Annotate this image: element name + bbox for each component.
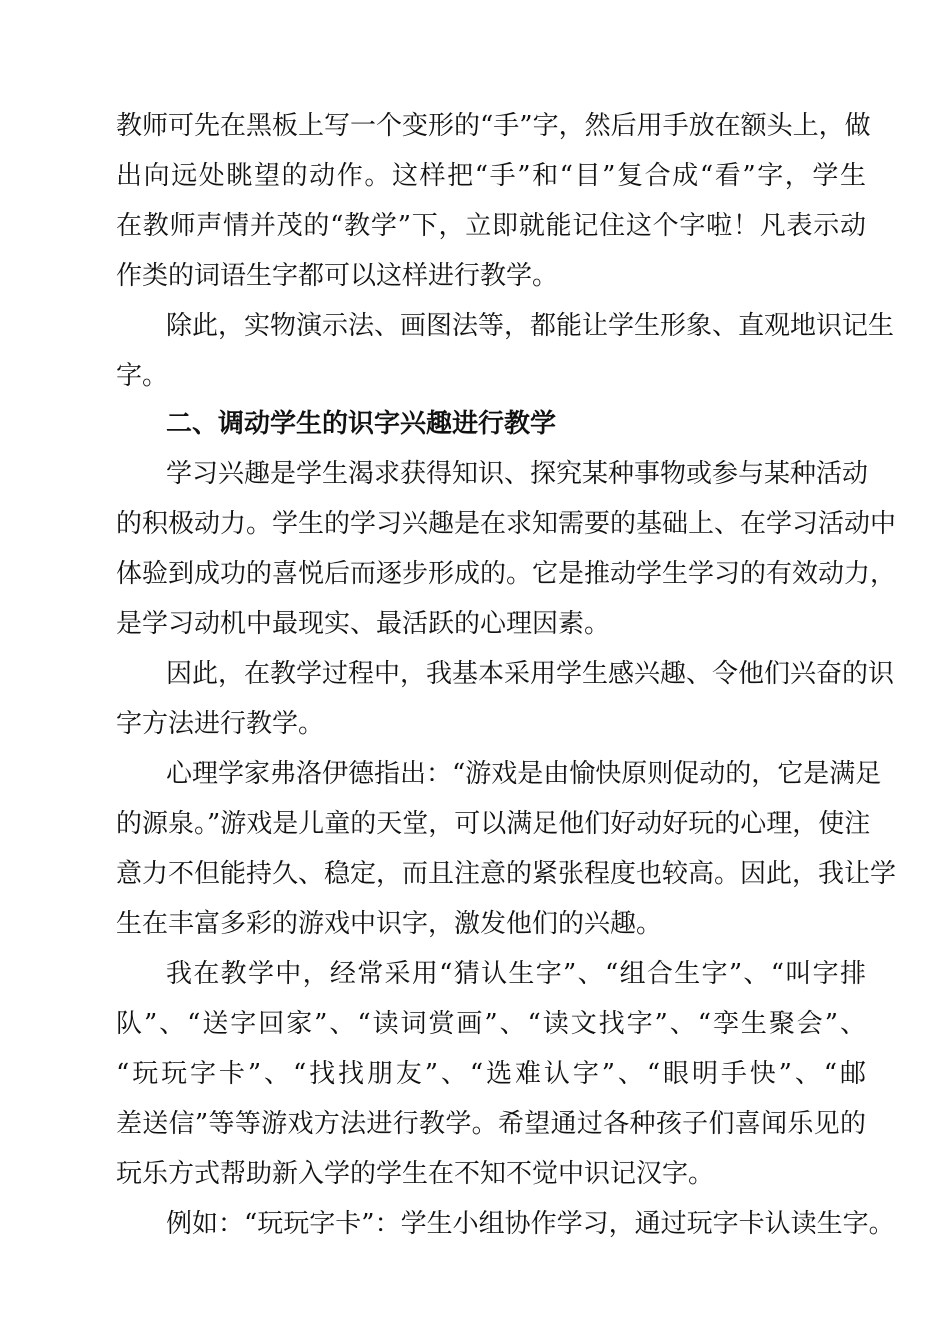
- paragraph-5-line-1: 心理学家弗洛伊德指出：“游戏是由愉快原则促动的，它是满足: [166, 759, 882, 789]
- paragraph-4-line-2: 字方法进行教学。: [116, 709, 325, 739]
- paragraph-6-line-5: 玩乐方式帮助新入学的学生在不知不觉中识记汉字。: [116, 1159, 715, 1189]
- paragraph-1-line-4: 作类的词语生字都可以这样进行教学。: [116, 261, 559, 291]
- paragraph-5-line-2: 的源泉。”游戏是儿童的天堂，可以满足他们好动好玩的心理，使注: [116, 809, 871, 839]
- paragraph-6-line-1: 我在教学中，经常采用“猜认生字”、“组合生字”、“叫字排: [166, 959, 866, 989]
- paragraph-3-line-4: 是学习动机中最现实、最活跃的心理因素。: [116, 609, 611, 639]
- paragraph-7-line-1: 例如：“玩玩字卡”：学生小组协作学习，通过玩字卡认读生字。: [166, 1209, 895, 1239]
- paragraph-1-line-2: 出向远处眺望的动作。这样把“手”和“目”复合成“看”字，学生: [116, 161, 866, 191]
- paragraph-6-line-4: 差送信”等等游戏方法进行教学。希望通过各种孩子们喜闻乐见的: [116, 1109, 866, 1139]
- paragraph-3-line-1: 学习兴趣是学生渴求获得知识、探究某种事物或参与某种活动: [166, 459, 869, 489]
- paragraph-1-line-1: 教师可先在黑板上写一个变形的“手”字，然后用手放在额头上，做: [116, 111, 871, 141]
- paragraph-3-line-3: 体验到成功的喜悦后而逐步形成的。它是推动学生学习的有效动力，: [116, 559, 897, 589]
- paragraph-2-line-1: 除此，实物演示法、画图法等，都能让学生形象、直观地识记生: [166, 311, 895, 341]
- paragraph-2-line-2: 字。: [116, 361, 169, 391]
- section-heading: 二、调动学生的识字兴趣进行教学: [166, 409, 557, 439]
- paragraph-3-line-2: 的积极动力。学生的学习兴趣是在求知需要的基础上、在学习活动中: [116, 509, 897, 539]
- paragraph-6-line-2: 队”、“送字回家”、“读词赏画”、“读文找字”、“孪生聚会”、: [116, 1009, 866, 1039]
- paragraph-6-line-3: “玩玩字卡”、“找找朋友”、“选难认字”、“眼明手快”、“邮: [116, 1059, 866, 1089]
- paragraph-4-line-1: 因此，在教学过程中，我基本采用学生感兴趣、令他们兴奋的识: [166, 659, 895, 689]
- paragraph-5-line-4: 生在丰富多彩的游戏中识字，激发他们的兴趣。: [116, 909, 663, 939]
- paragraph-1-line-3: 在教师声情并茂的“教学”下，立即就能记住这个字啦！凡表示动: [116, 211, 866, 241]
- paragraph-5-line-3: 意力不但能持久、稳定，而且注意的紧张程度也较高。因此，我让学: [116, 859, 897, 889]
